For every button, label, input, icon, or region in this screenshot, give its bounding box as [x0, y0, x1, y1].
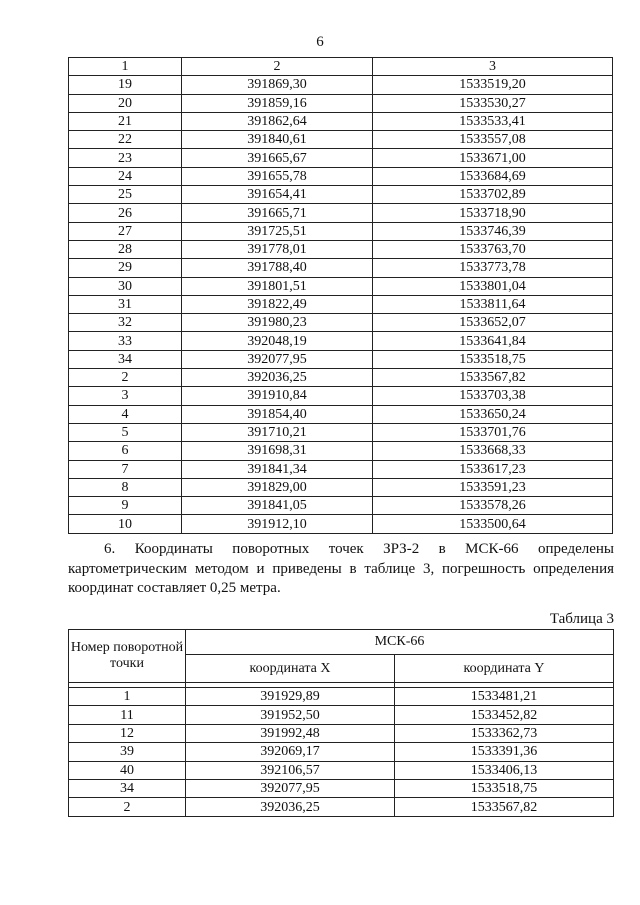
table-row — [69, 186, 613, 204]
coordinate-y-cell: 1533591,23 — [373, 478, 613, 496]
column-header: 1 — [69, 58, 182, 76]
table-row — [69, 706, 614, 724]
point-number-cell: 5 — [69, 423, 182, 441]
point-number-cell: 40 — [69, 761, 186, 779]
coordinate-y-cell: 1533703,38 — [373, 387, 613, 405]
coordinate-y-cell: 1533518,75 — [395, 779, 614, 797]
point-number-cell: 29 — [69, 259, 182, 277]
point-number-cell: 4 — [69, 405, 182, 423]
coordinate-y-cell: 1533452,82 — [395, 706, 614, 724]
table-row — [69, 167, 613, 185]
coordinate-x-header: координата X — [186, 655, 395, 683]
table-row — [69, 387, 613, 405]
table-row — [69, 94, 613, 112]
coordinate-x-cell: 391992,48 — [186, 724, 395, 742]
coordinate-x-cell: 392036,25 — [186, 798, 395, 816]
point-number-cell: 33 — [69, 332, 182, 350]
coordinate-y-cell: 1533578,26 — [373, 497, 613, 515]
coordinate-x-cell: 391869,30 — [182, 76, 373, 94]
point-number-cell: 24 — [69, 167, 182, 185]
coordinate-y-header: координата Y — [395, 655, 614, 683]
point-number-cell: 8 — [69, 478, 182, 496]
table-row — [69, 478, 613, 496]
coordinate-y-cell: 1533684,69 — [373, 167, 613, 185]
coordinate-y-cell: 1533567,82 — [395, 798, 614, 816]
coordinate-y-cell: 1533500,64 — [373, 515, 613, 533]
coordinate-y-cell: 1533533,41 — [373, 112, 613, 130]
coordinate-x-cell: 391654,41 — [182, 186, 373, 204]
table-row — [69, 332, 613, 350]
coordinate-x-cell: 391778,01 — [182, 240, 373, 258]
point-number-cell: 30 — [69, 277, 182, 295]
point-number-cell: 1 — [69, 688, 186, 706]
point-number-cell: 23 — [69, 149, 182, 167]
coordinate-y-cell: 1533406,13 — [395, 761, 614, 779]
point-number-cell: 9 — [69, 497, 182, 515]
table-row — [69, 442, 613, 460]
table-row — [69, 295, 613, 313]
table-row — [69, 779, 614, 797]
table-row — [69, 222, 613, 240]
point-number-cell: 2 — [69, 369, 182, 387]
coordinate-x-cell: 391841,05 — [182, 497, 373, 515]
coordinate-x-cell: 391840,61 — [182, 131, 373, 149]
coordinate-x-cell: 391698,31 — [182, 442, 373, 460]
table-row — [69, 405, 613, 423]
table-row — [69, 761, 614, 779]
section-paragraph: 6. Координаты поворотных точек ЗРЗ-2 в МСК-66 определены картометрическим методом и приведены в таблице 3, погрешность определения координат составляет 0,25 метра. — [68, 541, 614, 596]
coordinate-y-cell: 1533481,21 — [395, 688, 614, 706]
point-number-cell: 11 — [69, 706, 186, 724]
coordinate-y-cell: 1533617,23 — [373, 460, 613, 478]
point-number-cell: 2 — [69, 798, 186, 816]
coordinate-x-cell: 391952,50 — [186, 706, 395, 724]
coordinate-x-cell: 392036,25 — [182, 369, 373, 387]
coordinate-x-cell: 391725,51 — [182, 222, 373, 240]
coordinate-y-cell: 1533671,00 — [373, 149, 613, 167]
coordinate-x-cell: 391655,78 — [182, 167, 373, 185]
table-row — [69, 240, 613, 258]
coordinate-x-cell: 391829,00 — [182, 478, 373, 496]
coordinate-x-cell: 391841,34 — [182, 460, 373, 478]
coordinate-x-cell: 391788,40 — [182, 259, 373, 277]
coordinate-y-cell: 1533650,24 — [373, 405, 613, 423]
table-row — [69, 724, 614, 742]
table-row — [69, 515, 613, 533]
coordinate-x-cell: 391665,71 — [182, 204, 373, 222]
table-row — [69, 204, 613, 222]
coordinate-x-cell: 391822,49 — [182, 295, 373, 313]
coordinate-y-cell: 1533702,89 — [373, 186, 613, 204]
coordinate-x-cell: 391710,21 — [182, 423, 373, 441]
point-number-cell: 34 — [69, 779, 186, 797]
coordinate-y-cell: 1533391,36 — [395, 743, 614, 761]
point-number-cell: 34 — [69, 350, 182, 368]
table-header-row — [69, 630, 614, 655]
point-number-cell: 27 — [69, 222, 182, 240]
table-row — [69, 112, 613, 130]
coordinate-x-cell: 392106,57 — [186, 761, 395, 779]
coordinate-y-cell: 1533773,78 — [373, 259, 613, 277]
coordinate-x-cell: 391859,16 — [182, 94, 373, 112]
point-number-cell: 12 — [69, 724, 186, 742]
coordinate-x-cell: 392048,19 — [182, 332, 373, 350]
coordinate-x-cell: 391929,89 — [186, 688, 395, 706]
coordinate-y-cell: 1533811,64 — [373, 295, 613, 313]
point-number-cell: 21 — [69, 112, 182, 130]
coordinate-y-cell: 1533557,08 — [373, 131, 613, 149]
table-row — [69, 369, 613, 387]
point-number-cell: 28 — [69, 240, 182, 258]
coordinate-x-cell: 391801,51 — [182, 277, 373, 295]
point-number-cell: 20 — [69, 94, 182, 112]
point-number-cell: 32 — [69, 314, 182, 332]
table-row — [69, 314, 613, 332]
table-row — [69, 497, 613, 515]
coordinate-x-cell: 392077,95 — [186, 779, 395, 797]
coordinate-y-cell: 1533530,27 — [373, 94, 613, 112]
coordinate-x-cell: 392077,95 — [182, 350, 373, 368]
table-row — [69, 76, 613, 94]
coordinate-x-cell: 391665,67 — [182, 149, 373, 167]
point-number-header: Номер поворотной точки — [69, 630, 186, 683]
coordinate-y-cell: 1533668,33 — [373, 442, 613, 460]
point-number-cell: 22 — [69, 131, 182, 149]
coordinate-x-cell: 392069,17 — [186, 743, 395, 761]
coordinate-x-cell: 391862,64 — [182, 112, 373, 130]
point-number-cell: 26 — [69, 204, 182, 222]
coordinates-table-3 — [68, 629, 614, 817]
point-number-cell: 6 — [69, 442, 182, 460]
coordinate-x-cell: 391910,84 — [182, 387, 373, 405]
table-row — [69, 259, 613, 277]
coordinate-x-cell: 391854,40 — [182, 405, 373, 423]
page-number: 6 — [316, 34, 324, 50]
coordinate-y-cell: 1533701,76 — [373, 423, 613, 441]
coordinate-y-cell: 1533567,82 — [373, 369, 613, 387]
coordinate-y-cell: 1533518,75 — [373, 350, 613, 368]
point-number-cell: 10 — [69, 515, 182, 533]
coordinate-system-header: МСК-66 — [186, 630, 614, 655]
coordinate-y-cell: 1533801,04 — [373, 277, 613, 295]
point-number-cell: 25 — [69, 186, 182, 204]
table-row — [69, 149, 613, 167]
column-header: 3 — [373, 58, 613, 76]
point-number-cell: 3 — [69, 387, 182, 405]
coordinates-table-continued — [68, 57, 613, 534]
coordinate-x-cell: 391980,23 — [182, 314, 373, 332]
column-header: 2 — [182, 58, 373, 76]
table-header-row — [69, 58, 613, 76]
coordinate-y-cell: 1533746,39 — [373, 222, 613, 240]
point-number-cell: 31 — [69, 295, 182, 313]
coordinate-y-cell: 1533718,90 — [373, 204, 613, 222]
point-number-cell: 39 — [69, 743, 186, 761]
table-row — [69, 688, 614, 706]
table-row — [69, 350, 613, 368]
coordinate-y-cell: 1533763,70 — [373, 240, 613, 258]
table-row — [69, 743, 614, 761]
coordinate-y-cell: 1533362,73 — [395, 724, 614, 742]
table-row — [69, 277, 613, 295]
coordinate-y-cell: 1533652,07 — [373, 314, 613, 332]
table-row — [69, 423, 613, 441]
table-row — [69, 798, 614, 816]
table-row — [69, 460, 613, 478]
coordinate-y-cell: 1533641,84 — [373, 332, 613, 350]
table-row — [69, 131, 613, 149]
point-number-cell: 7 — [69, 460, 182, 478]
point-number-cell: 19 — [69, 76, 182, 94]
coordinate-x-cell: 391912,10 — [182, 515, 373, 533]
table-caption: Таблица 3 — [549, 611, 614, 627]
coordinate-y-cell: 1533519,20 — [373, 76, 613, 94]
